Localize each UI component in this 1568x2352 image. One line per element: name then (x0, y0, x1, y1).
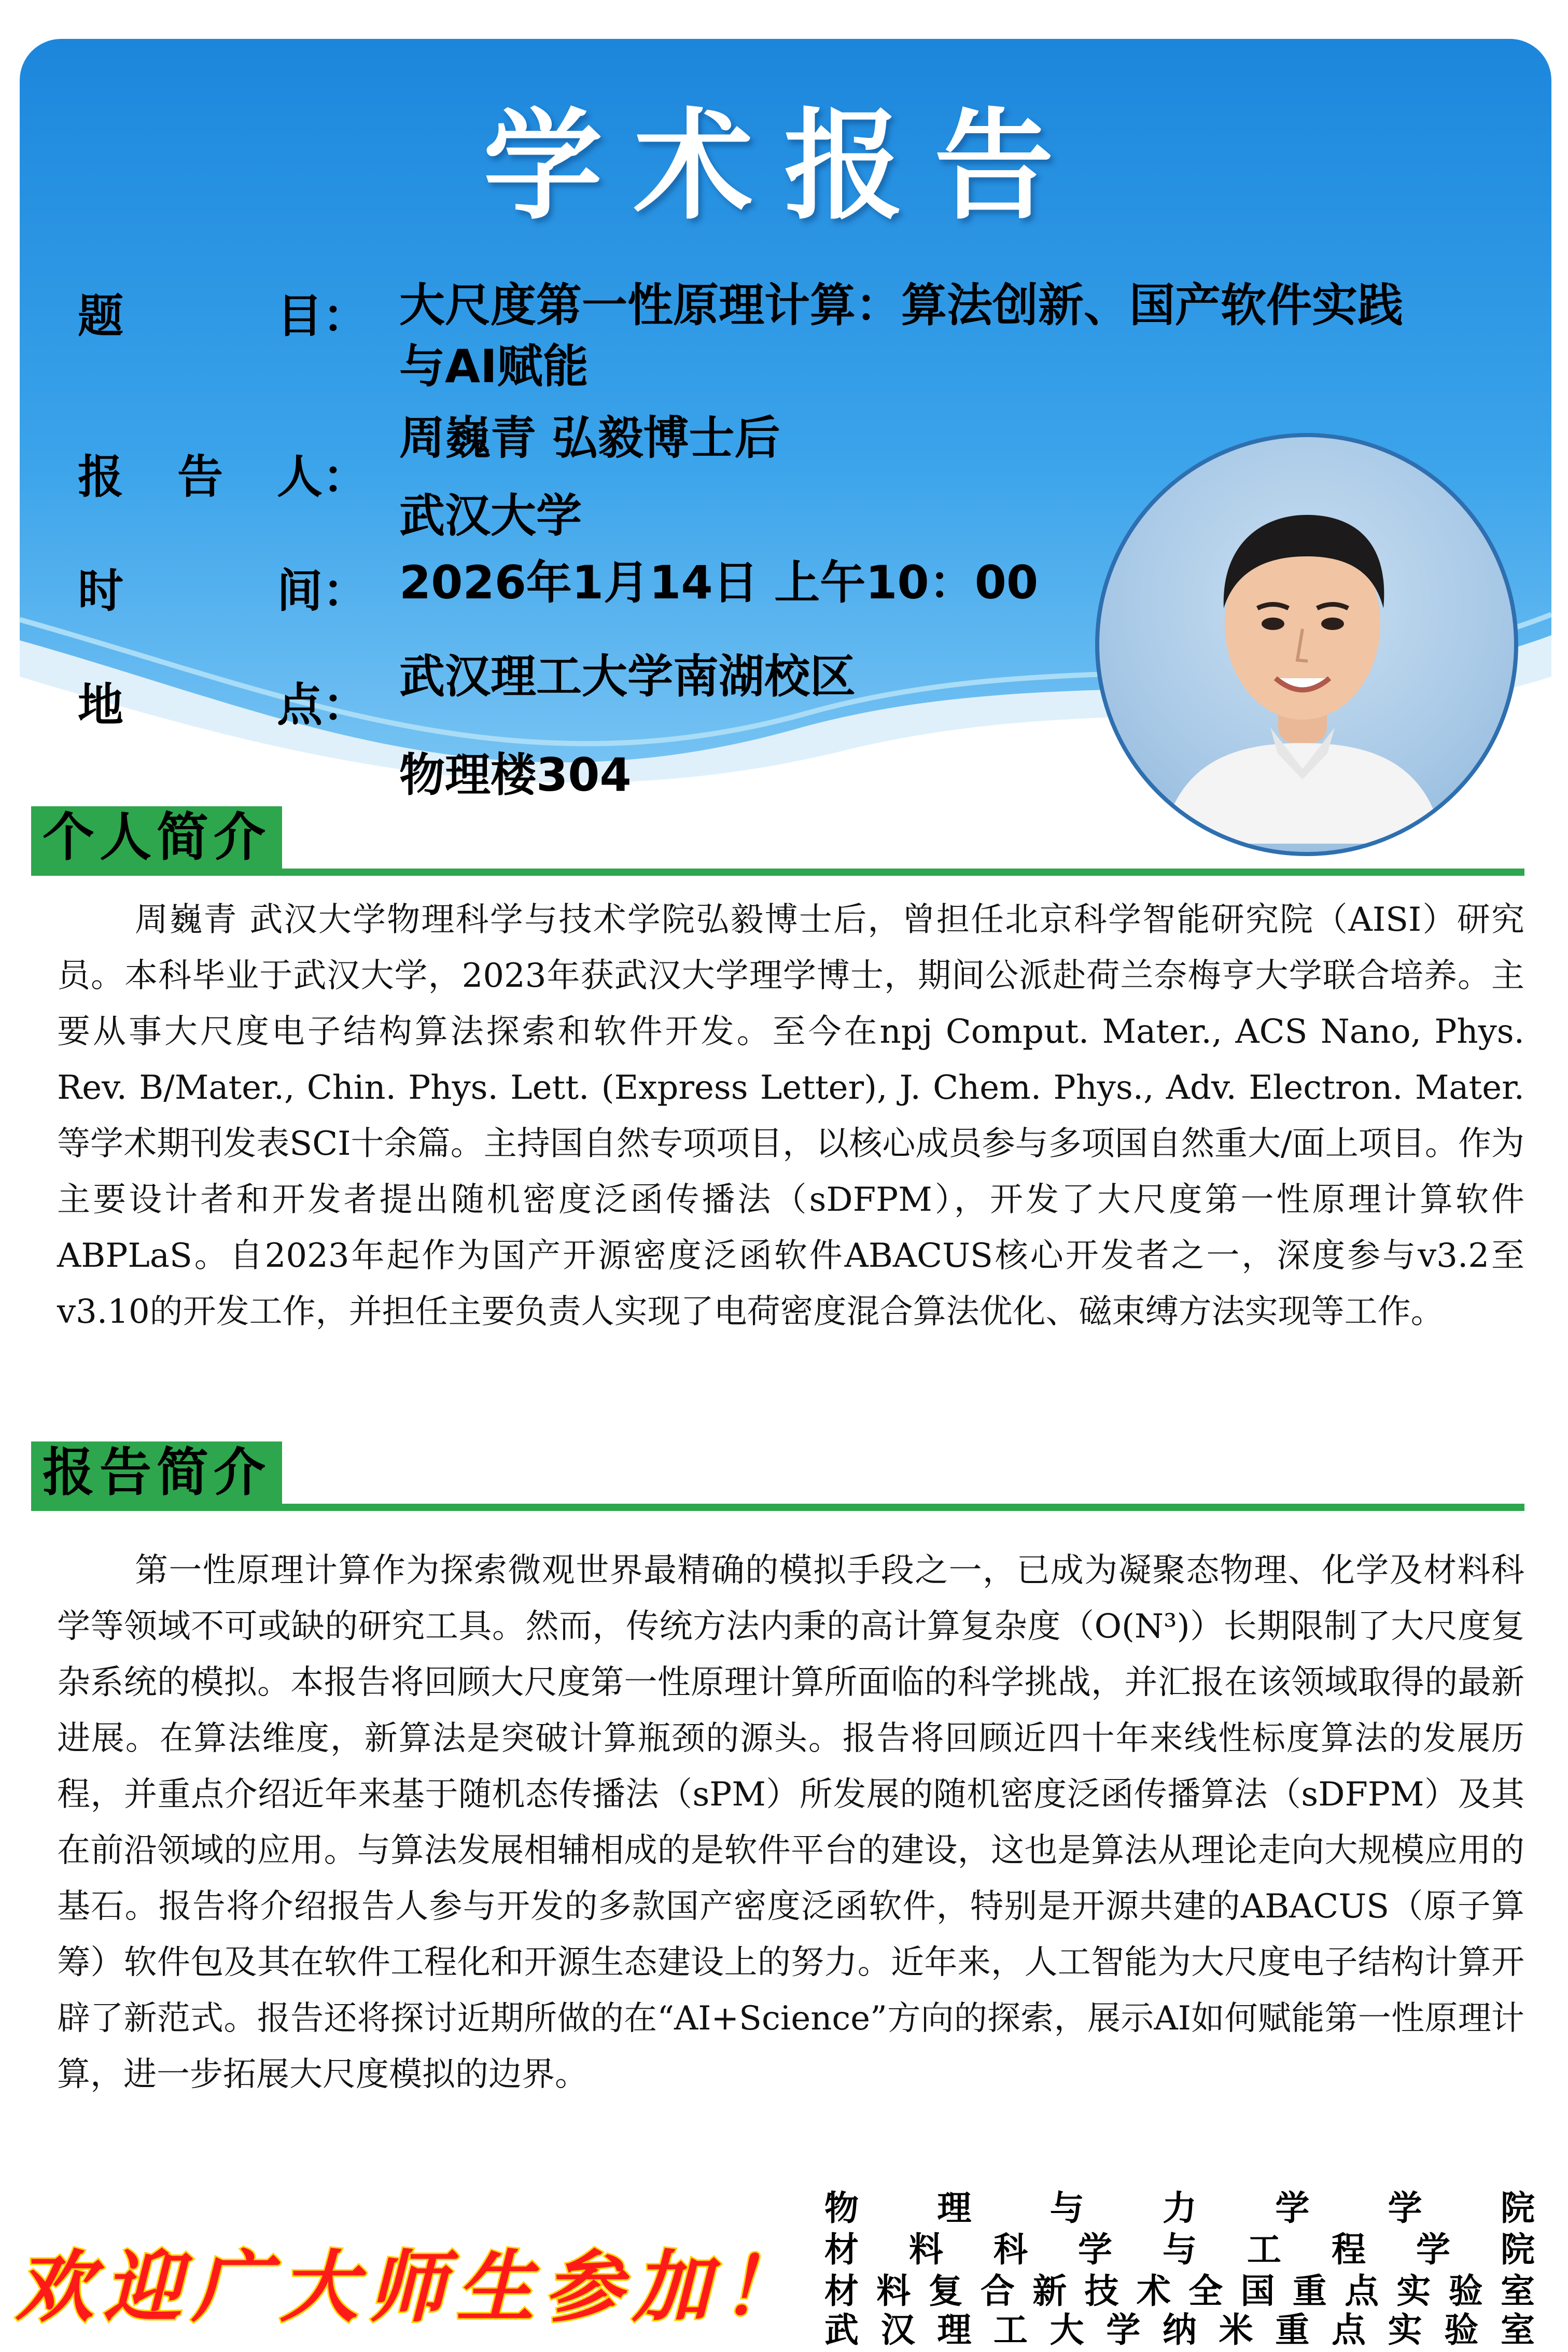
speaker-photo (1095, 433, 1518, 856)
org-line-4: 武汉理工大学纳米重点实验室 (824, 2310, 1535, 2350)
org-line-2: 材料科学与工程学院 (824, 2230, 1535, 2270)
welcome-slogan: 欢迎广大师生参加！ (16, 2243, 809, 2333)
bio-divider (31, 869, 1524, 876)
abstract-text: 第一性原理计算作为探索微观世界最精确的模拟手段之一，已成为凝聚态物理、化学及材料科学等领域不可或缺的研究工具。然而，传统方法内秉的高计算复杂度（O(N³)）长期限制了大尺度复杂系统的模拟。本报告将回顾大尺度第一性原理计算所面临的科学挑战，并汇报在该领域取得的最新进展。在算法维度，新算法是突破计算瓶颈的源头。报告将回顾近四十年来线性标度算法的发展历程，并重点介绍近年来基于随机态传播法（sPM）所发展的随机密度泛函传播算法（sDFPM）及其在前沿领域的应用。与算法发展相辅相成的是软件平台的建设，这也是算法从理论走向大规模应用的基石。报告将介绍报告人参与开发的多款国产密度泛函软件，特别是开源共建的ABACUS（原子算筹）软件包及其在软件工程化和开源生态建设上的努力。近年来，人工智能为大尺度电子结构计算开辟了新范式。报告还将探讨近期所做的在“AI+Science”方向的探索，展示AI如何赋能第一性原理计算，进一步拓展大尺度模拟的边界。 (57, 1551, 1524, 2094)
topic-label: 题 目： (78, 289, 368, 343)
org-line-3: 材料复合新技术全国重点实验室 (824, 2271, 1535, 2311)
place-label: 地 点： (78, 678, 368, 732)
bio-heading: 个人简介 (31, 806, 282, 869)
speaker-label: 报 告 人： (78, 450, 368, 503)
place-value: 武汉理工大学南湖校区 物理楼304 (399, 650, 856, 802)
time-label: 时 间： (78, 564, 368, 618)
speaker-portrait-illustration (1099, 437, 1506, 844)
abstract-heading: 报告简介 (31, 1441, 282, 1504)
topic-value: 大尺度第一性原理计算：算法创新、国产软件实践 与AI赋能 (399, 278, 1404, 393)
bio-text: 周巍青 武汉大学物理科学与技术学院弘毅博士后，曾担任北京科学智能研究院（AISI）研究员。本科毕业于武汉大学，2023年获武汉大学理学博士，期间公派赴荷兰奈梅亨大学联合培养。主要从事大尺度电子结构算法探索和软件开发。至今在npj Comput. Mater., ACS Nano, Phys. Rev. B/Mater., Chin. Phys. Lett. (Express Letter), J. Chem. Phys., Adv. Electron. Mater.等学术期刊发表SCI十余篇。主持国自然专项项目，以核心成员参与多项国自然重大/面上项目。作为主要设计者和开发者提出随机密度泛函传播法（sDFPM），开发了大尺度第一性原理计算软件ABPLaS。自2023年起作为国产开源密度泛函软件ABACUS核心开发者之一，深度参与v3.2至v3.10的开发工作，并担任主要负责人实现了电荷密度混合算法优化、磁束缚方法实现等工作。 (57, 901, 1524, 1331)
time-value: 2026年1月14日 上午10：00 (399, 556, 1039, 609)
abstract-divider (31, 1504, 1524, 1511)
page-title: 学术报告 (483, 97, 1085, 236)
speaker-value: 周巍青 弘毅博士后 武汉大学 (399, 411, 780, 542)
org-line-1: 物理与力学学院 (824, 2188, 1535, 2228)
